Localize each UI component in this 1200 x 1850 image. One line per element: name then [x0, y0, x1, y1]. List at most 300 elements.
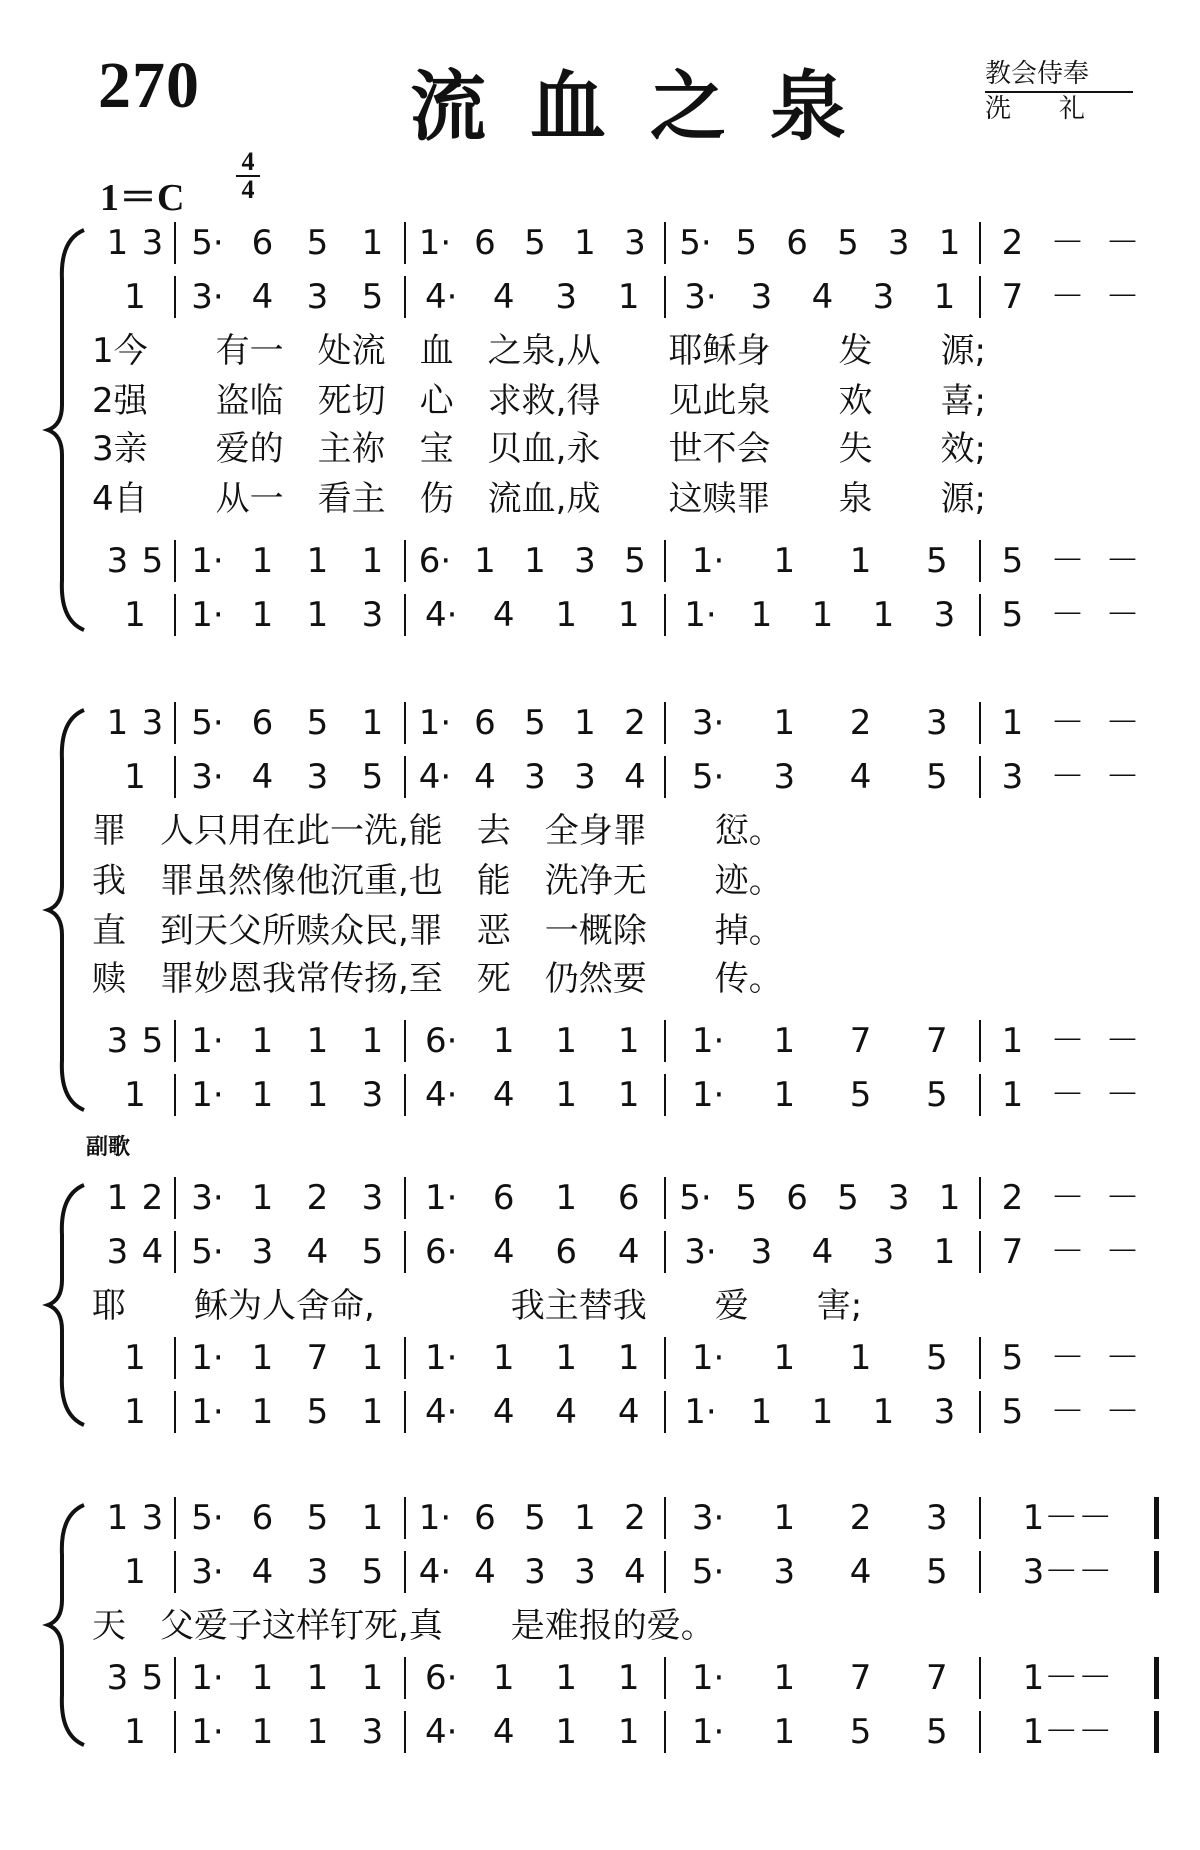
- note: 3: [555, 277, 578, 317]
- note: 5: [926, 757, 948, 797]
- note: 1: [933, 277, 956, 317]
- key-signature: 1＝C: [100, 177, 185, 219]
- note: 1: [492, 1338, 515, 1378]
- barline: [979, 1177, 981, 1219]
- note: 3·: [691, 1498, 725, 1538]
- note: 1: [555, 1021, 578, 1061]
- note: 3·: [684, 1232, 717, 1272]
- lyrics-line: 天 父爱子这样钉死,真 是难报的爱。: [92, 1606, 715, 1646]
- note: 4·: [425, 595, 458, 635]
- note: 2: [849, 703, 872, 743]
- barline: [404, 1074, 406, 1116]
- note: －: [1105, 223, 1140, 263]
- note: 3: [524, 757, 546, 797]
- note: 7: [849, 1021, 872, 1061]
- barline: [174, 1337, 176, 1379]
- bass-notes-row: [0, 1072, 1200, 1122]
- note: 1: [361, 703, 384, 743]
- note: 1: [555, 1338, 578, 1378]
- note: 1: [617, 595, 640, 635]
- note: 4: [624, 1552, 646, 1592]
- note: 2: [141, 1178, 164, 1218]
- barline: [664, 1177, 666, 1219]
- note: 3: [872, 277, 895, 317]
- bass-notes-row: [0, 592, 1200, 642]
- barline: [979, 540, 981, 582]
- note: 5: [361, 1552, 384, 1592]
- note: 1: [811, 595, 834, 635]
- barline: [664, 540, 666, 582]
- note: 3: [624, 223, 646, 263]
- note: －: [1105, 1392, 1140, 1432]
- note: 1: [361, 1392, 384, 1432]
- lyrics-row: [0, 476, 1200, 526]
- note: 3: [306, 1552, 329, 1592]
- note: 4: [492, 595, 515, 635]
- note: 1: [306, 1021, 329, 1061]
- note: 4: [251, 277, 274, 317]
- note: 1: [106, 1498, 129, 1538]
- note: 4: [141, 1232, 164, 1272]
- note: 1: [1001, 703, 1024, 743]
- note: 5: [735, 223, 758, 263]
- note: 1: [106, 1178, 129, 1218]
- note: 3·: [191, 757, 224, 797]
- lyrics-line: 罪 人只用在此一洗,能 去 全身罪 愆。: [92, 811, 783, 851]
- note: 4: [849, 757, 872, 797]
- lyrics-line: 赎 罪妙恩我常传扬,至 死 仍然要 传。: [92, 959, 783, 999]
- tenor-notes-row: [0, 1655, 1200, 1705]
- final-barline: [1154, 1657, 1159, 1699]
- note: 1: [251, 1075, 274, 1115]
- barline: [404, 1551, 406, 1593]
- barline: [174, 222, 176, 264]
- note: 1·: [191, 1021, 224, 1061]
- note: 1·: [691, 1712, 725, 1752]
- note: 1: [773, 703, 796, 743]
- note: 5: [1001, 1338, 1024, 1378]
- note: 4: [492, 1232, 515, 1272]
- barline: [979, 276, 981, 318]
- barline: [404, 756, 406, 798]
- barline: [979, 756, 981, 798]
- note: 3: [750, 277, 773, 317]
- note: 1·: [691, 1658, 725, 1698]
- note: 1: [617, 1075, 640, 1115]
- note: －: [1050, 757, 1085, 797]
- note: 6·: [425, 1021, 458, 1061]
- note: 3: [141, 1498, 164, 1538]
- lyrics-line: 直 到天父所赎众民,罪 恶 一概除 掉。: [92, 911, 783, 951]
- time-signature-bottom: 4: [241, 175, 255, 204]
- barline: [664, 1231, 666, 1273]
- barline: [979, 594, 981, 636]
- note: 5: [1001, 1392, 1024, 1432]
- note: 4: [849, 1552, 872, 1592]
- note: 1: [361, 1021, 384, 1061]
- note: 1－－: [1022, 1498, 1113, 1538]
- barline: [664, 594, 666, 636]
- note: －: [1050, 541, 1085, 581]
- note: 5: [735, 1178, 758, 1218]
- note: 5: [926, 1338, 948, 1378]
- alto-notes-row: [0, 754, 1200, 804]
- note: 1: [1001, 1021, 1024, 1061]
- note: 7: [1001, 277, 1024, 317]
- note: 1: [811, 1392, 834, 1432]
- note: 4: [251, 1552, 274, 1592]
- note: －: [1105, 541, 1140, 581]
- barline: [664, 1657, 666, 1699]
- note: 3: [1001, 757, 1024, 797]
- lyrics-line: 耶 稣为人舍命, 我主替我 爱 害;: [92, 1286, 863, 1326]
- note: 1: [617, 1712, 640, 1752]
- note: 6: [251, 1498, 274, 1538]
- note: 1: [251, 1712, 274, 1752]
- note: 3: [306, 277, 329, 317]
- barline: [979, 222, 981, 264]
- note: 7: [849, 1658, 872, 1698]
- barline: [404, 1020, 406, 1062]
- barline: [404, 1177, 406, 1219]
- soprano-notes-row: [0, 700, 1200, 750]
- note: 3: [106, 1021, 129, 1061]
- note: 5: [524, 223, 546, 263]
- barline: [979, 1020, 981, 1062]
- note: 1: [617, 1658, 640, 1698]
- note: 5: [306, 703, 329, 743]
- soprano-notes-row: [0, 1175, 1200, 1225]
- note: 1: [773, 1021, 796, 1061]
- note: 1: [251, 1338, 274, 1378]
- alto-notes-row: [0, 1549, 1200, 1599]
- note: 1: [124, 1338, 146, 1378]
- note: 6: [555, 1232, 578, 1272]
- note: 1: [555, 1712, 578, 1752]
- note: 5: [524, 703, 546, 743]
- note: 1: [124, 277, 146, 317]
- note: 5: [524, 1498, 546, 1538]
- barline: [174, 1177, 176, 1219]
- note: 1·: [691, 1338, 725, 1378]
- barline: [174, 1711, 176, 1753]
- note: 1: [617, 1338, 640, 1378]
- barline: [404, 702, 406, 744]
- lyrics-line: 3亲 爱的 主祢 宝 贝血,永 世不会 失 效;: [92, 429, 986, 469]
- note: 1: [106, 223, 129, 263]
- note: 1: [251, 1658, 274, 1698]
- note: 5·: [191, 1498, 224, 1538]
- note: 5: [361, 277, 384, 317]
- note: 1: [933, 1232, 956, 1272]
- note: 1: [106, 703, 129, 743]
- note: 5: [141, 1658, 164, 1698]
- note: 6: [786, 1178, 808, 1218]
- barline: [979, 1391, 981, 1433]
- tenor-notes-row: [0, 538, 1200, 588]
- barline: [404, 1657, 406, 1699]
- note: 1: [574, 1498, 596, 1538]
- note: 1·: [191, 1658, 224, 1698]
- note: 6: [492, 1178, 515, 1218]
- note: 5·: [191, 703, 224, 743]
- note: 5: [141, 541, 164, 581]
- note: 3·: [191, 1552, 224, 1592]
- note: －: [1105, 703, 1140, 743]
- note: 1: [492, 1021, 515, 1061]
- note: 6: [474, 223, 496, 263]
- note: 5·: [691, 757, 725, 797]
- note: 4: [492, 1075, 515, 1115]
- note: 5·: [191, 1232, 224, 1272]
- note: 1: [773, 1498, 796, 1538]
- note: －: [1105, 277, 1140, 317]
- note: 1: [773, 541, 796, 581]
- note: 1: [492, 1658, 515, 1698]
- note: 5: [849, 1075, 872, 1115]
- note: 5·: [691, 1552, 725, 1592]
- note: 1: [872, 595, 895, 635]
- lyrics-row: [0, 808, 1200, 858]
- note: 4·: [425, 1712, 458, 1752]
- note: 1: [872, 1392, 895, 1432]
- note: 7: [306, 1338, 329, 1378]
- note: 6: [786, 223, 808, 263]
- note: 1: [124, 1075, 146, 1115]
- note: －: [1050, 595, 1085, 635]
- note: 3: [361, 1712, 384, 1752]
- note: 1: [773, 1338, 796, 1378]
- note: 3: [106, 541, 129, 581]
- barline: [174, 594, 176, 636]
- final-barline: [1154, 1497, 1159, 1539]
- barline: [979, 1551, 981, 1593]
- note: 2: [1001, 1178, 1024, 1218]
- note: 5: [926, 541, 948, 581]
- note: 1: [574, 703, 596, 743]
- note: －: [1050, 1392, 1085, 1432]
- note: 1: [306, 1712, 329, 1752]
- barline: [979, 1337, 981, 1379]
- score-system: [0, 1175, 1200, 1435]
- score-system: [0, 220, 1200, 640]
- note: 4: [811, 1232, 834, 1272]
- hymn-number: 270: [98, 49, 200, 122]
- note: 1: [251, 541, 274, 581]
- tenor-notes-row: [0, 1018, 1200, 1068]
- barline: [404, 594, 406, 636]
- note: 3·: [684, 277, 717, 317]
- note: 3－－: [1022, 1552, 1113, 1592]
- note: 4·: [425, 1075, 458, 1115]
- barline: [404, 1497, 406, 1539]
- note: 7: [926, 1658, 948, 1698]
- note: 5: [1001, 595, 1024, 635]
- barline: [404, 276, 406, 318]
- barline: [404, 1337, 406, 1379]
- note: 5: [306, 1392, 329, 1432]
- note: 3: [141, 223, 164, 263]
- note: 2: [624, 1498, 646, 1538]
- note: 1·: [191, 1075, 224, 1115]
- category-line2: 洗礼: [985, 94, 1134, 124]
- lyrics-row: [0, 426, 1200, 476]
- note: 1: [474, 541, 496, 581]
- note: 1: [251, 1021, 274, 1061]
- note: 7: [1001, 1232, 1024, 1272]
- note: 1: [773, 1712, 796, 1752]
- note: 1: [361, 223, 384, 263]
- bass-notes-row: [0, 1389, 1200, 1439]
- barline: [664, 222, 666, 264]
- note: －: [1050, 1178, 1085, 1218]
- note: 4: [617, 1392, 640, 1432]
- note: 3: [574, 1552, 596, 1592]
- note: 6: [251, 223, 274, 263]
- note: 6·: [425, 1658, 458, 1698]
- note: 3: [251, 1232, 274, 1272]
- barline: [174, 276, 176, 318]
- note: 6: [474, 1498, 496, 1538]
- note: 1: [555, 595, 578, 635]
- score-system: [0, 1495, 1200, 1755]
- note: 4: [474, 1552, 496, 1592]
- note: 1: [361, 1658, 384, 1698]
- note: 6: [617, 1178, 640, 1218]
- note: 1: [1001, 1075, 1024, 1115]
- note: 2: [624, 703, 646, 743]
- lyrics-row: [0, 858, 1200, 908]
- note: 2: [1001, 223, 1024, 263]
- time-signature: [236, 147, 260, 204]
- note: 1: [306, 595, 329, 635]
- barline: [174, 1391, 176, 1433]
- lyrics-row: [0, 1603, 1200, 1653]
- barline: [664, 1020, 666, 1062]
- note: －: [1050, 1021, 1085, 1061]
- note: 6·: [418, 541, 452, 581]
- note: 5: [926, 1552, 948, 1592]
- note: 5·: [191, 223, 224, 263]
- note: 1: [555, 1658, 578, 1698]
- note: －: [1105, 1338, 1140, 1378]
- barline: [664, 702, 666, 744]
- note: 1·: [691, 541, 725, 581]
- barline: [664, 276, 666, 318]
- barline: [174, 540, 176, 582]
- note: 5: [306, 223, 329, 263]
- lyrics-line: 我 罪虽然像他沉重,也 能 洗净无 迹。: [92, 861, 783, 901]
- barline: [664, 1391, 666, 1433]
- note: 5·: [679, 223, 712, 263]
- barline: [664, 1337, 666, 1379]
- note: 1: [124, 1552, 146, 1592]
- note: 3: [773, 1552, 796, 1592]
- barline: [174, 702, 176, 744]
- note: 2: [849, 1498, 872, 1538]
- note: 3: [750, 1232, 773, 1272]
- note: 1: [938, 223, 961, 263]
- note: 1·: [418, 703, 452, 743]
- note: 1·: [418, 1498, 452, 1538]
- note: 5: [306, 1498, 329, 1538]
- note: 4·: [418, 1552, 452, 1592]
- note: －: [1050, 1075, 1085, 1115]
- barline: [979, 1657, 981, 1699]
- refrain-label: 副歌: [86, 1135, 131, 1160]
- note: 6: [251, 703, 274, 743]
- note: －: [1105, 757, 1140, 797]
- note: 1: [251, 1392, 274, 1432]
- note: －: [1050, 703, 1085, 743]
- note: 4: [474, 757, 496, 797]
- note: 3·: [191, 1178, 224, 1218]
- tenor-notes-row: [0, 1335, 1200, 1385]
- note: 3: [872, 1232, 895, 1272]
- lyrics-row: [0, 378, 1200, 428]
- lyrics-row: [0, 956, 1200, 1006]
- note: 1: [124, 757, 146, 797]
- note: 4·: [425, 277, 458, 317]
- note: 1·: [191, 595, 224, 635]
- time-signature-top: 4: [241, 147, 255, 176]
- note: 1: [124, 1392, 146, 1432]
- barline: [664, 1497, 666, 1539]
- note: 4: [555, 1392, 578, 1432]
- note: 4: [811, 277, 834, 317]
- barline: [979, 702, 981, 744]
- final-barline: [1154, 1711, 1159, 1753]
- note: －: [1050, 223, 1085, 263]
- note: 1·: [191, 541, 224, 581]
- barline: [174, 756, 176, 798]
- note: 6: [474, 703, 496, 743]
- soprano-notes-row: [0, 220, 1200, 270]
- note: 5·: [679, 1178, 712, 1218]
- lyrics-line: 4自 从一 看主 伤 流血,成 这赎罪 泉 源;: [92, 479, 986, 519]
- note: 3·: [191, 277, 224, 317]
- note: 1: [773, 1658, 796, 1698]
- note: 5: [361, 757, 384, 797]
- category-label: [985, 58, 1133, 125]
- barline: [404, 1231, 406, 1273]
- note: 1·: [425, 1338, 458, 1378]
- note: 1: [306, 1075, 329, 1115]
- note: 1·: [191, 1338, 224, 1378]
- note: 5: [141, 1021, 164, 1061]
- note: 1: [361, 541, 384, 581]
- barline: [664, 756, 666, 798]
- note: 4·: [425, 1392, 458, 1432]
- note: 3: [926, 703, 948, 743]
- note: 4·: [418, 757, 452, 797]
- note: 5: [837, 223, 859, 263]
- note: 3: [106, 1658, 129, 1698]
- barline: [174, 1551, 176, 1593]
- note: 1: [849, 1338, 872, 1378]
- note: 1·: [191, 1712, 224, 1752]
- note: 5: [624, 541, 646, 581]
- barline: [174, 1231, 176, 1273]
- note: 1·: [191, 1392, 224, 1432]
- note: 3: [926, 1498, 948, 1538]
- note: 4: [306, 1232, 329, 1272]
- note: 1: [773, 1075, 796, 1115]
- alto-notes-row: [0, 274, 1200, 324]
- barline: [404, 1711, 406, 1753]
- note: 1·: [691, 1021, 725, 1061]
- note: 5: [1001, 541, 1024, 581]
